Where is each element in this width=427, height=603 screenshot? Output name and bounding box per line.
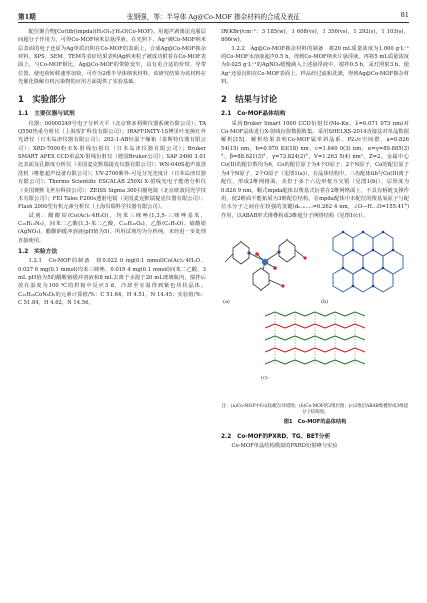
- figure-caption: 图1 Co-MOF的晶体结构: [283, 419, 347, 426]
- left-column: [18, 28, 206, 307]
- ag-preparation-paragraph: 1.2.2 Ag@Co-MOF掺杂材料的制备 将20 mL质量浓度为1.000 g·L⁻¹的Co-MOF水溶液超声0.5 h，得到Co-MOF纳米片悬浮液。再将5 mL质量浓度为0.025 g·L⁻¹的AgNO₃缓慢滴入上述悬浮液中，搅拌0.5 h，汞灯照射3 h，使Ag⁺还原沉积在Co-MOF表面上。样品经过滤和洗涤，得到Ag@Co-MOF掺杂材料。: [221, 45, 409, 86]
- right-column: [221, 28, 409, 450]
- running-header: [18, 8, 409, 23]
- figure-label-c: (c): [261, 374, 268, 381]
- subsection-heading-crystal: 2.1 Co-MOF晶体结构: [221, 111, 286, 118]
- reagents-paragraph: 试剂：醋酸钴(Co(Ac)₂·4H₂O)，均苯三咪唑(1,3,5-三咪唑基苯，C₁₅H₁₂N₆)，间苯二乙酸(1,3-苯二乙酸，C₁₀H₁₀O₄)，乙醇(C₂H₅O)、硝酸银(AgNO₃)，醋酸钠缓冲溶液(pH值为5)，所用试剂均为分析纯，未经进一步处理直接使用。: [18, 212, 206, 244]
- subsection-heading-instruments: 1.1 主要仪器与试剂: [18, 111, 75, 118]
- 3d-supramolecular-image: [261, 308, 369, 372]
- page-number: 81: [400, 11, 409, 19]
- pxrd-paragraph: Co-MOF单晶结构模拟的PXRD衍射峰与实验: [231, 442, 338, 449]
- crystal-structure-paragraph: 采用Bruker Smart 1000 CCD衍射仪(Mo-Kα，λ=0.071 073 nm)对Co-MOF晶体进行X-射线衍射数据收集。采用SHELXS-2014直接法对单晶数据解析[15]。解析结果表明Co-MOF属单斜晶系，P2₁/c空间群，a=0.826 54(15) nm，b=0.970 83(18) nm，c=1.640 0(3) nm，α=γ=89.885(3)°，β=88.621(3)°，γ=73.824(2)°，V=1.263 5(4) nm³，Z=2。金属中心Co(II)的配位数均为6，Co的配位原子为4个O原子、2个N原子，Co的配位原子为4个N原子、2个O原子（见图1(a)）。在晶体结构中，三齿配体tib与Co(II)离子配位，形成2维网格面，美但于多个六边形框互交错（见图1(b)），层厚度为0.826 9 nm。顺式mpda配体以羧基式衍着在2维网格面上，不具有桥链支撑作用，使2维面不能拓展为3维配位结构。在mpda配体中未配位的羧基氧原子与配位水分子之间存在较强的氢键(d₀₋ₕ…ₒ=0.262 4 nm，∠O—H…O=155.41°)作用，以ABAB形式堆叠构成3维超分子网络结构（见图1(c)）。: [221, 120, 409, 219]
- ir-data-paragraph: IR(KBr)/cm⁻¹：3 185(w)，1 608(vs)，1 356(vs)，1 292(s)，1 103(s)，806(w)。: [221, 29, 409, 44]
- 2d-layer-image: [321, 228, 407, 300]
- instruments-paragraph: 仪器：00000249号电子分析天平（北京赛多利斯仪器系统有限公司）；TA Q550热重分析仪（上海贺扩科技有限公司）；IRAFFINITY-1S傅里叶变换红外光谱仪（日本岛津仪器有限公司）；202-1-AB恒温干燥箱（泰斯特仪器有限公司）；XRD-7000粉末X-射线衍射仪（日本岛津仪器有限公司）；Bruker SMART APEX CCD单晶X-射线衍射仪（德国Bruker公司）；SAP 2460 3.01比表面及孔隙度分析仪（美国麦克默瑞提克仪器有限公司）；WN-040S超声波清洗机（唯能超声设备有限公司）；UV-2700紫外-可见分光光度计（日本岛津仪器有限公司）；Thermo Scientific ESCALAB 250Xi X-射线光电子能谱分析仪（美国赛默飞世尔科技公司）；ZEISS Sigma 300扫描电镜（北京欧波同光学技术有限公司）；FEI Talos F200s透射电镜（美国麦克默瑞提克仪器有限公司）；Flash 2000型有机元素分析仪（上海贝瑞科学仪器有限公司）。: [18, 120, 206, 211]
- coordination-environment-image: [223, 228, 309, 298]
- intro-paragraph: 配位聚合物[Co(tib)(mpda)(H₂O)₂]·H₂O(Co-MOF)。用超声剥离法克服层间超分子作用力，可得Co-MOF纳米层悬浮液。在光照下，Ag⁺被Co-MOF纳米层表面的电子还原为Ag单质沉积在Co-MOF的表面上，合成Ag@Co-MOF掺杂材料。XPS、SEM、TEM等表征结果表明Ag纳米粒子被成功附着在Co-MOF表面上，与Co-MOF相比，Ag@Co-MOF的带隙变窄，具有更合适的价带、导带位置，使电荷转移速率加快，可作为2维半导体纳米材料。该研究结果为该材料在光催化降解有机污染物的应用方面提供了实验基础。: [18, 29, 206, 86]
- subsection-heading-pxrd: 2.2 Co-MOF的PXRD、TG、BET分析: [221, 433, 331, 440]
- section-heading-experimental: 1 实验部分: [18, 94, 66, 105]
- subsection-heading-methods: 1.2 实验方法: [18, 248, 58, 255]
- figure-note: 注：(a)Co-MOF中Co(II)配位环境图；(b)Co-MOF的2维层图；(c)2维层ABAB堆叠形成3维超分子结构图。: [221, 403, 409, 416]
- figure-label-b: (b): [321, 298, 329, 305]
- methods-paragraph: 1.2.1 Co-MOF的制备 将0.022 0 mg(0.1 mmol)Co(Ac)₂·4H₂O、0.027 6 mg(0.1 mmol)均苯三咪唑、0.019 4 mg(0.1 mmol)间苯二乙酸、3 mL pH值为5的醋酸钠缓冲溶液和8 mL去离子水混于20 mL玻璃瓶内，搅拌后放在温度为100 ℃的烘箱中反应3 d，冷却至室温得到紫色块状晶体。C₂₅H₂₆CoN₆O₆的元素计算值/%：C 51.64，H 4.51，N 14.45；实验值/%：C 51.84，H 4.62，N 14.56。: [18, 258, 206, 306]
- figure-1: [221, 224, 409, 402]
- figure-label-a: (a): [223, 298, 230, 305]
- issue-number: 第1期: [18, 13, 36, 21]
- section-heading-results: 2 结果与讨论: [221, 94, 278, 105]
- article-title: 张钢强，等：半导体 Ag@Co-MOF 掺杂材料的合成及表征: [126, 13, 301, 21]
